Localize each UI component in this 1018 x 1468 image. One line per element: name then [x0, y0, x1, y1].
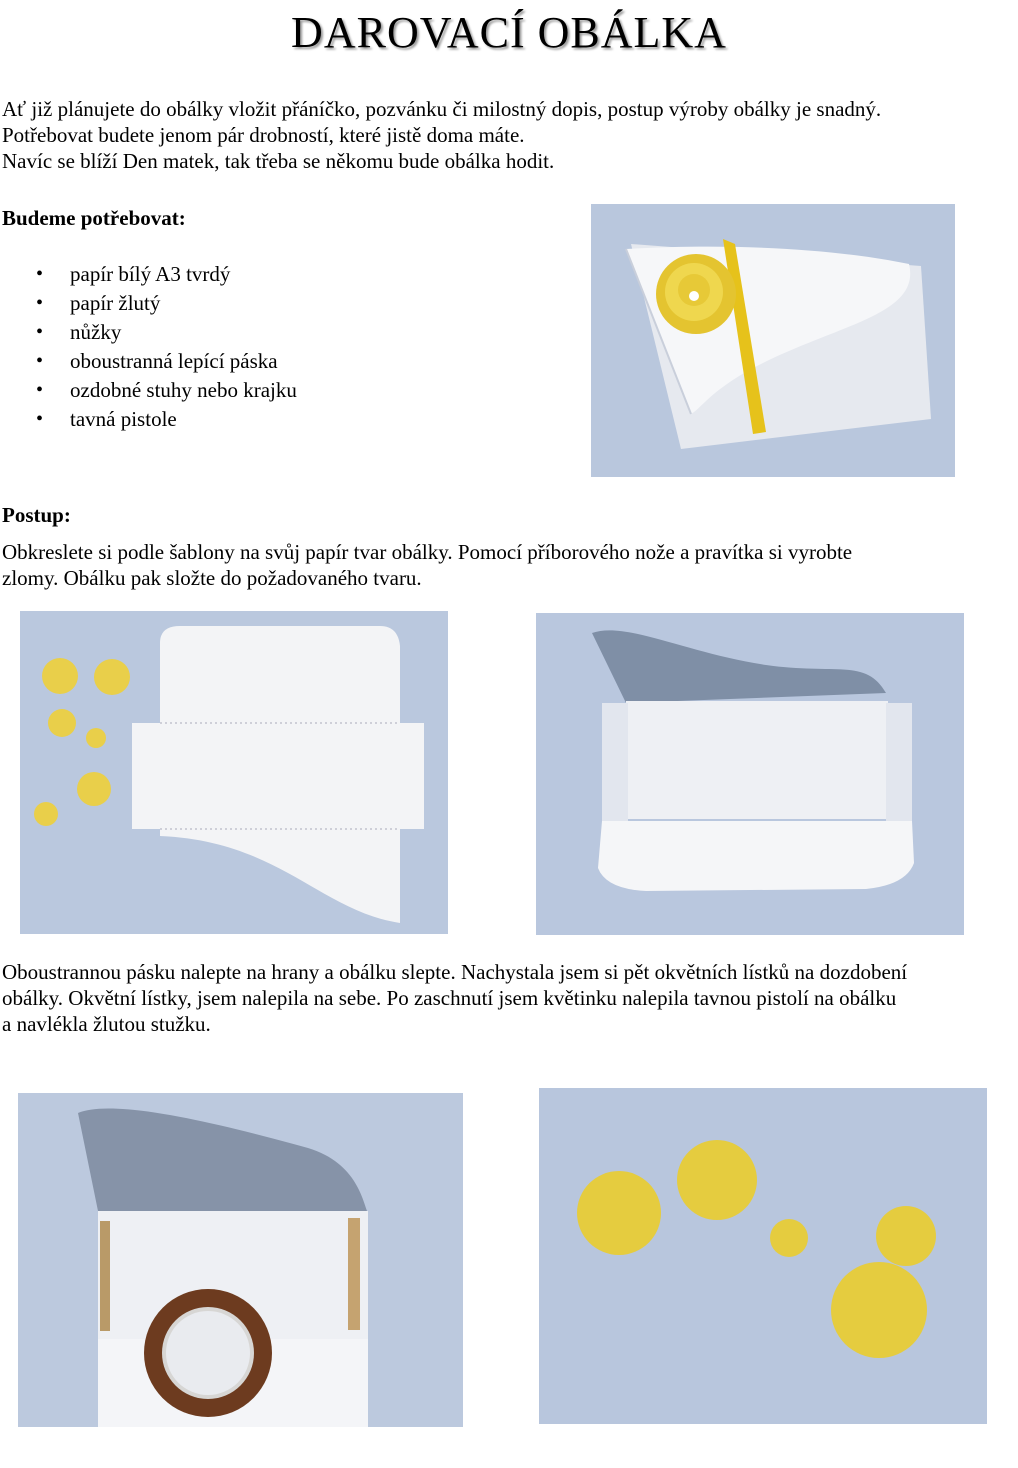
step2-line-1: Oboustrannou pásku nalepte na hrany a obálku slepte. Nachystala jsem si pět okvětních lístků na dozdobení — [2, 960, 908, 984]
folded-envelope-photo — [536, 613, 964, 935]
page-title: DAROVACÍ OBÁLKA — [291, 8, 727, 57]
folded-envelope-illustration — [536, 613, 964, 935]
finished-envelope-photo — [591, 204, 955, 477]
step1-line-2: zlomy. Obálku pak složte do požadovaného tvaru. — [2, 566, 422, 590]
intro-line-1: Ať již plánujete do obálky vložit přáníčko, pozvánku či milostný dopis, postup výroby obálky je snadný. — [2, 97, 882, 121]
list-item: • nůžky — [70, 318, 297, 347]
step2-line-3: a navlékla žlutou stužku. — [2, 1012, 211, 1036]
finished-envelope-illustration — [591, 204, 955, 477]
step2-line-2: obálky. Okvětní lístky, jsem nalepila na sebe. Po zaschnutí jsem květinku nalepila tavnou pistolí na obálku — [2, 986, 897, 1010]
list-item: • ozdobné stuhy nebo krajku — [70, 376, 297, 405]
yellow-flowers-illustration — [539, 1088, 987, 1424]
tape-envelope-illustration — [18, 1093, 463, 1427]
materials-heading: Budeme potřebovat: — [2, 206, 186, 230]
materials-list — [0, 260, 297, 434]
intro-line-3: Navíc se blíží Den matek, tak třeba se někomu bude obálka hodit. — [2, 149, 555, 173]
procedure-heading: Postup: — [2, 503, 71, 527]
list-item: • oboustranná lepící páska — [70, 347, 297, 376]
step1-line-1: Obkreslete si podle šablony na svůj papír tvar obálky. Pomocí příborového nože a pravítka si vyrobte — [2, 540, 853, 564]
list-item: • papír bílý A3 tvrdý — [70, 260, 297, 289]
list-item: • papír žlutý — [70, 289, 297, 318]
tape-envelope-photo — [18, 1093, 463, 1427]
template-cutout-photo — [20, 611, 448, 934]
intro-line-2: Potřebovat budete jenom pár drobností, které jistě doma máte. — [2, 123, 525, 147]
template-cutout-illustration — [20, 611, 448, 934]
yellow-flowers-photo — [539, 1088, 987, 1424]
list-item: • tavná pistole — [70, 405, 297, 434]
